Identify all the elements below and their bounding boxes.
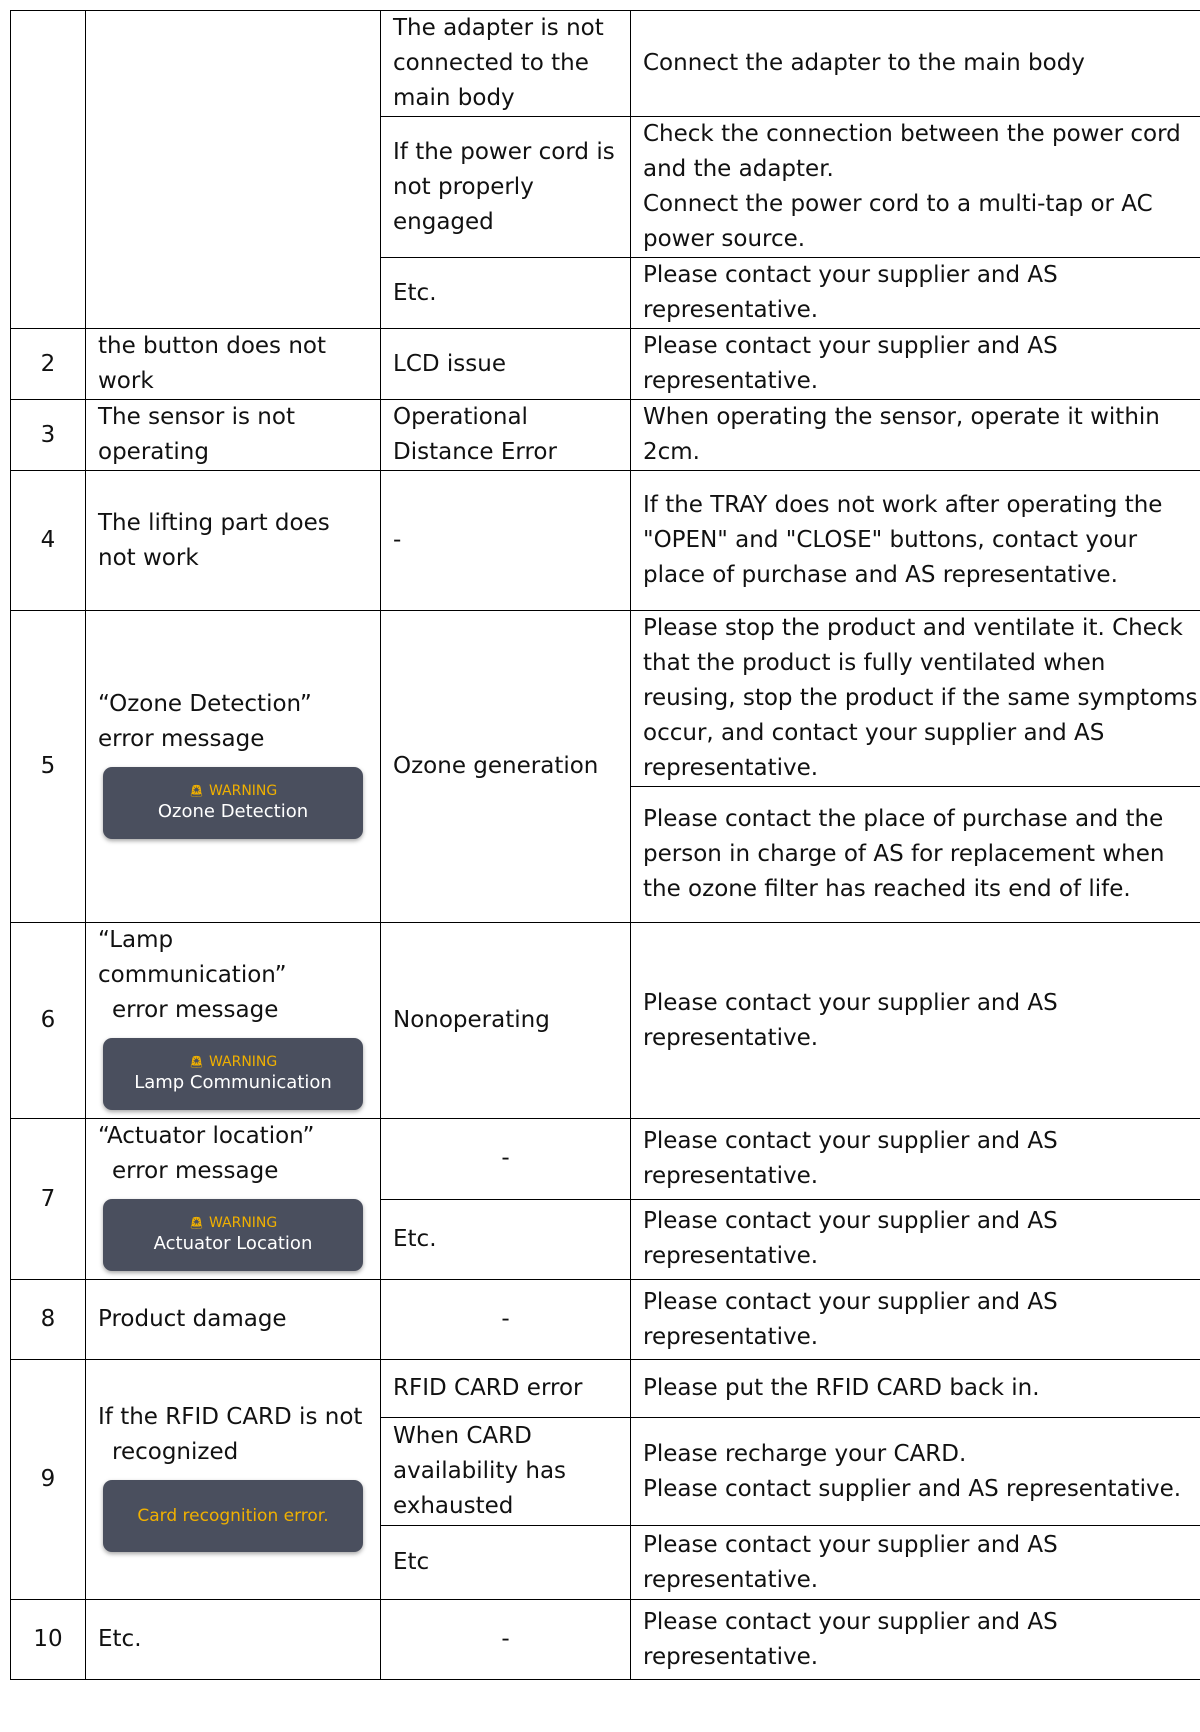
table-row	[11, 611, 1200, 787]
solution-line: Please contact supplier and AS representative.	[643, 1475, 1182, 1502]
cause-cell: If the power cord is not properly engaged	[381, 117, 631, 258]
cause-cell: Etc.	[381, 258, 631, 329]
table-row	[11, 329, 1200, 400]
row-number: 4	[11, 471, 86, 611]
symptom-cell	[86, 1360, 381, 1600]
table-row	[11, 1280, 1200, 1360]
cause-cell: The adapter is not connected to the main body	[381, 11, 631, 117]
solution-cell: Please contact your supplier and AS representative.	[631, 1199, 1200, 1280]
solution-cell: Please contact your supplier and AS representative.	[631, 1280, 1200, 1360]
solution-cell: Please stop the product and ventilate it. Check that the product is fully ventilated when reusing, stop the product if the same symptoms occur, and contact your supplier and AS representative.	[631, 611, 1200, 787]
cause-cell: Ozone generation	[381, 611, 631, 923]
cause-cell: Etc.	[381, 1199, 631, 1280]
solution-cell: Please contact the place of purchase and the person in charge of AS for replacement when the ozone filter has reached its end of life.	[631, 787, 1200, 923]
solution-cell: Connect the adapter to the main body	[631, 11, 1200, 117]
row-number: 3	[11, 400, 86, 471]
symptom-text: recognized	[112, 1438, 239, 1465]
solution-cell: Please contact your supplier and AS representative.	[631, 1526, 1200, 1600]
solution-cell: If the TRAY does not work after operating the "OPEN" and "CLOSE" buttons, contact your place of purchase and AS representative.	[631, 471, 1200, 611]
troubleshooting-table	[10, 10, 1200, 1680]
warning-screen-badge	[103, 767, 363, 839]
solution-line: Check the connection between the power cord and the adapter.	[643, 121, 1181, 182]
solution-cell: Please contact your supplier and AS representative.	[631, 258, 1200, 329]
row-number: 5	[11, 611, 86, 923]
solution-cell	[631, 117, 1200, 258]
row-number: 9	[11, 1360, 86, 1600]
warning-light-icon: 🚨︎	[188, 1216, 204, 1230]
cause-cell: When CARD availability has exhausted	[381, 1418, 631, 1526]
table-row	[11, 923, 1200, 1119]
row-number: 2	[11, 329, 86, 400]
table-row	[11, 11, 1200, 117]
badge-warning-label: 🚨︎ WARNING	[188, 1215, 278, 1231]
warning-screen-badge	[103, 1199, 363, 1271]
symptom-cell	[86, 1119, 381, 1280]
cause-cell: Operational Distance Error	[381, 400, 631, 471]
badge-message: Card recognition error.	[137, 1505, 329, 1526]
symptom-cell	[86, 11, 381, 329]
cause-cell: Nonoperating	[381, 923, 631, 1119]
symptom-text: “Ozone Detection” error message	[98, 690, 312, 752]
symptom-cell	[86, 923, 381, 1119]
solution-line: Connect the power cord to a multi-tap or AC power source.	[643, 191, 1153, 252]
badge-message: Lamp Communication	[134, 1072, 332, 1093]
symptom-cell: Etc.	[86, 1600, 381, 1680]
solution-cell	[631, 1418, 1200, 1526]
symptom-text: “Actuator location”	[98, 1123, 315, 1149]
symptom-cell: The lifting part does not work	[86, 471, 381, 611]
cause-cell: -	[381, 1280, 631, 1360]
solution-cell: Please put the RFID CARD back in.	[631, 1360, 1200, 1418]
warning-screen-badge	[103, 1038, 363, 1110]
badge-warning-label: 🚨︎ WARNING	[188, 1054, 278, 1070]
badge-message: Actuator Location	[153, 1233, 313, 1254]
solution-cell: Please contact your supplier and AS representative.	[631, 1119, 1200, 1200]
solution-cell: When operating the sensor, operate it within 2cm.	[631, 400, 1200, 471]
cause-cell: -	[381, 471, 631, 611]
cause-cell: LCD issue	[381, 329, 631, 400]
warning-light-icon: 🚨︎	[188, 783, 204, 798]
warning-light-icon: 🚨︎	[188, 1055, 204, 1069]
badge-message: Ozone Detection	[157, 800, 309, 822]
cause-cell: Etc	[381, 1526, 631, 1600]
row-number-cell	[11, 11, 86, 329]
symptom-text: “Lamp communication”	[98, 927, 287, 988]
solution-cell: Please contact your supplier and AS representative.	[631, 329, 1200, 400]
table-row	[11, 1600, 1200, 1680]
cause-cell: -	[381, 1600, 631, 1680]
symptom-cell: Product damage	[86, 1280, 381, 1360]
table-row	[11, 1360, 1200, 1418]
solution-cell: Please contact your supplier and AS representative.	[631, 923, 1200, 1119]
table-row	[11, 471, 1200, 611]
solution-line: Please recharge your CARD.	[643, 1440, 967, 1467]
card-error-badge	[103, 1480, 363, 1552]
symptom-text: error message	[112, 1158, 279, 1184]
solution-cell: Please contact your supplier and AS representative.	[631, 1600, 1200, 1680]
table-row	[11, 400, 1200, 471]
symptom-text: If the RFID CARD is not	[98, 1403, 363, 1430]
symptom-cell	[86, 611, 381, 923]
symptom-cell: The sensor is not operating	[86, 400, 381, 471]
table-row	[11, 1119, 1200, 1200]
cause-cell: -	[381, 1119, 631, 1200]
row-number: 10	[11, 1600, 86, 1680]
cause-cell: RFID CARD error	[381, 1360, 631, 1418]
badge-warning-label: 🚨︎ WARNING	[188, 782, 278, 799]
row-number: 7	[11, 1119, 86, 1280]
symptom-text: error message	[112, 997, 279, 1023]
row-number: 6	[11, 923, 86, 1119]
row-number: 8	[11, 1280, 86, 1360]
symptom-cell: the button does not work	[86, 329, 381, 400]
